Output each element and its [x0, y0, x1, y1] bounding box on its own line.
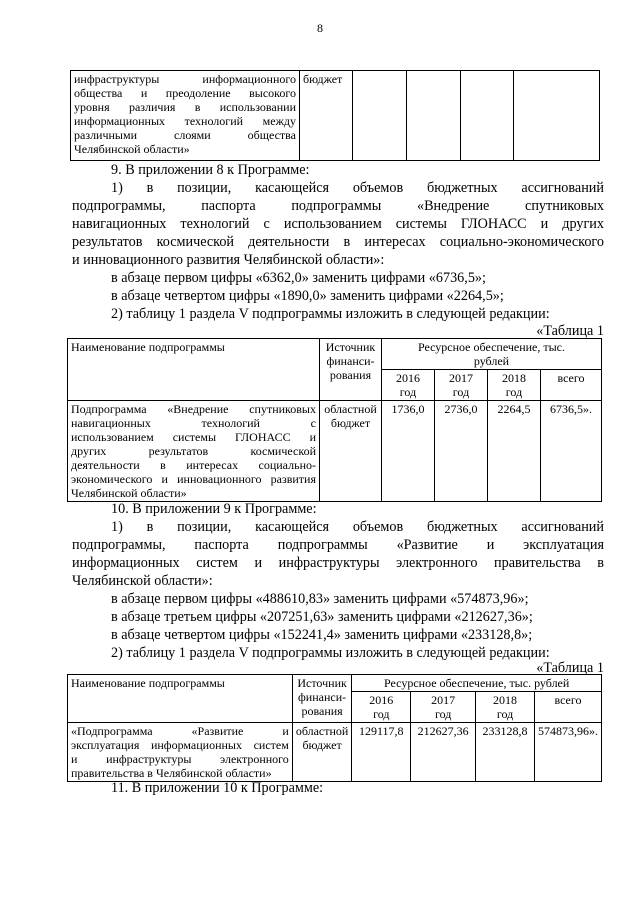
- year-label: 2016: [369, 693, 394, 707]
- header-total: всего: [535, 692, 602, 723]
- row-name: [68, 723, 293, 782]
- header-source: [292, 675, 352, 723]
- section10-item1-line: информационных систем и инфраструктуры электронного правительства в: [72, 555, 604, 571]
- row-name: [68, 401, 320, 502]
- header-total: всего: [541, 370, 602, 401]
- row-source: [320, 401, 382, 502]
- value-total: 574873,96».: [535, 723, 602, 782]
- header-source: [320, 339, 382, 401]
- cell-line: Подпрограмма «Внедрение спутниковых: [71, 402, 316, 416]
- cell-line: уровня различия в использовании: [74, 100, 296, 114]
- row-source: [292, 723, 352, 782]
- header-resource: Ресурсное обеспечение, тыс. рублей: [352, 675, 602, 692]
- empty-cell: [514, 71, 600, 161]
- table-row: [68, 401, 602, 502]
- year-label: 2017: [431, 693, 456, 707]
- section9-change2: в абзаце четвертом цифры «1890,0» заменить цифрами «2264,5»;: [111, 288, 504, 304]
- section10-change3: в абзаце четвертом цифры «152241,4» заменить цифрами «233128,8»;: [111, 627, 533, 643]
- cell-line: использованием системы ГЛОНАСС и: [71, 430, 316, 444]
- cell-line: других результатов космической: [71, 444, 316, 458]
- cell-line: экономического и инновационного развития: [71, 472, 316, 486]
- year-unit: год: [452, 385, 470, 399]
- header-source-line: рования: [301, 704, 343, 718]
- year-unit: год: [373, 707, 390, 721]
- year-unit: год: [434, 707, 452, 721]
- cell-line: областной: [324, 402, 377, 416]
- header-year-2018: [476, 692, 535, 723]
- empty-cell: [353, 71, 407, 161]
- year-unit: год: [505, 385, 523, 399]
- header-source-line: Источник: [297, 676, 347, 690]
- year-label: 2016: [396, 371, 420, 385]
- section10-change1: в абзаце первом цифры «488610,83» заменить цифрами «574873,96»;: [111, 591, 529, 607]
- cell-line: правительства в Челябинской области»: [71, 766, 272, 780]
- section9-heading: 9. В приложении 8 к Программе:: [111, 162, 310, 178]
- continuation-name-cell: [71, 71, 300, 161]
- cell-line: Челябинской области»: [74, 142, 190, 156]
- cell-line: «Подпрограмма «Развитие и: [71, 724, 289, 738]
- section9-item1-line: 1) в позиции, касающейся объемов бюджетных ассигнований: [111, 180, 604, 196]
- header-source-line: финанси-: [298, 690, 347, 704]
- page-number: 8: [317, 21, 323, 35]
- year-unit: год: [399, 385, 417, 399]
- cell-line: общества и преодоление высокого: [74, 86, 296, 100]
- table-row: [68, 723, 602, 782]
- cell-line: информационных технологий между: [74, 114, 296, 128]
- section9-item1-line: навигационных технологий с использованием системы ГЛОНАСС и других: [72, 216, 604, 232]
- year-label: 2018: [493, 693, 518, 707]
- section10-change2: в абзаце третьем цифры «207251,63» заменить цифрами «212627,36»;: [111, 609, 533, 625]
- year-unit: год: [496, 707, 514, 721]
- value-2017: 2736,0: [435, 401, 488, 502]
- header-name: Наименование подпрограммы: [68, 675, 293, 723]
- header-resource-line: рублей: [473, 354, 510, 368]
- header-source-line: рования: [329, 368, 372, 382]
- cell-line: областной: [295, 724, 349, 738]
- header-year-2017: [435, 370, 488, 401]
- header-source-line: Источник: [325, 340, 376, 354]
- value-2018: 233128,8: [476, 723, 535, 782]
- value-total: 6736,5».: [541, 401, 602, 502]
- section10-item1-line: 1) в позиции, касающейся объемов бюджетных ассигнований: [111, 519, 604, 535]
- cell-line: деятельности в интересах социально-: [71, 458, 316, 472]
- cell-line: бюджет: [302, 738, 342, 752]
- value-2016: 129117,8: [352, 723, 411, 782]
- section9-change1: в абзаце первом цифры «6362,0» заменить цифрами «6736,5»;: [111, 270, 486, 286]
- value-2016: 1736,0: [382, 401, 435, 502]
- section10-resource-table: [67, 674, 602, 782]
- cell-line: различными слоями общества: [74, 128, 296, 142]
- header-year-2018: [488, 370, 541, 401]
- header-resource: [382, 339, 602, 370]
- empty-cell: [407, 71, 461, 161]
- section10-item1-line: Челябинской области»:: [72, 573, 213, 589]
- cell-line: инфраструктуры информационного: [74, 72, 296, 86]
- section9-item1-line: подпрограммы, паспорта подпрограммы «Внедрение спутниковых: [72, 198, 604, 214]
- section10-item2: 2) таблицу 1 раздела V подпрограммы изложить в следующей редакции:: [111, 645, 550, 661]
- cell-line: и инфраструктуры электронного: [71, 752, 289, 766]
- section9-resource-table: [67, 338, 602, 502]
- header-year-2016: [352, 692, 411, 723]
- header-resource-line: Ресурсное обеспечение, тыс.: [417, 340, 566, 354]
- section10-item1-line: подпрограммы, паспорта подпрограммы «Развитие и эксплуатация: [72, 537, 604, 553]
- year-label: 2018: [502, 371, 526, 385]
- section10-heading: 10. В приложении 9 к Программе:: [111, 501, 317, 517]
- section9-item2: 2) таблицу 1 раздела V подпрограммы изложить в следующей редакции:: [111, 306, 550, 322]
- section9-item1-line: результатов космической деятельности в интересах социально-экономического: [72, 234, 604, 250]
- section9-table-caption: «Таблица 1: [536, 323, 604, 339]
- section10-table-caption: «Таблица 1: [536, 660, 604, 676]
- cell-line: эксплуатация информационных систем: [71, 738, 289, 752]
- cell-line: бюджет: [330, 416, 371, 430]
- header-year-2016: [382, 370, 435, 401]
- header-name: Наименование подпрограммы: [68, 339, 320, 401]
- section11-heading: 11. В приложении 10 к Программе:: [111, 780, 324, 796]
- empty-cell: [461, 71, 514, 161]
- continuation-table: [70, 70, 600, 161]
- header-source-line: финанси-: [326, 354, 375, 368]
- cell-line: навигационных технологий с: [71, 416, 316, 430]
- value-2017: 212627,36: [411, 723, 476, 782]
- cell-line: Челябинской области»: [71, 486, 187, 500]
- continuation-source-cell: бюджет: [300, 71, 353, 161]
- year-label: 2017: [449, 371, 473, 385]
- section9-item1-line: и инновационного развития Челябинской области»:: [72, 252, 385, 268]
- header-year-2017: [411, 692, 476, 723]
- value-2018: 2264,5: [488, 401, 541, 502]
